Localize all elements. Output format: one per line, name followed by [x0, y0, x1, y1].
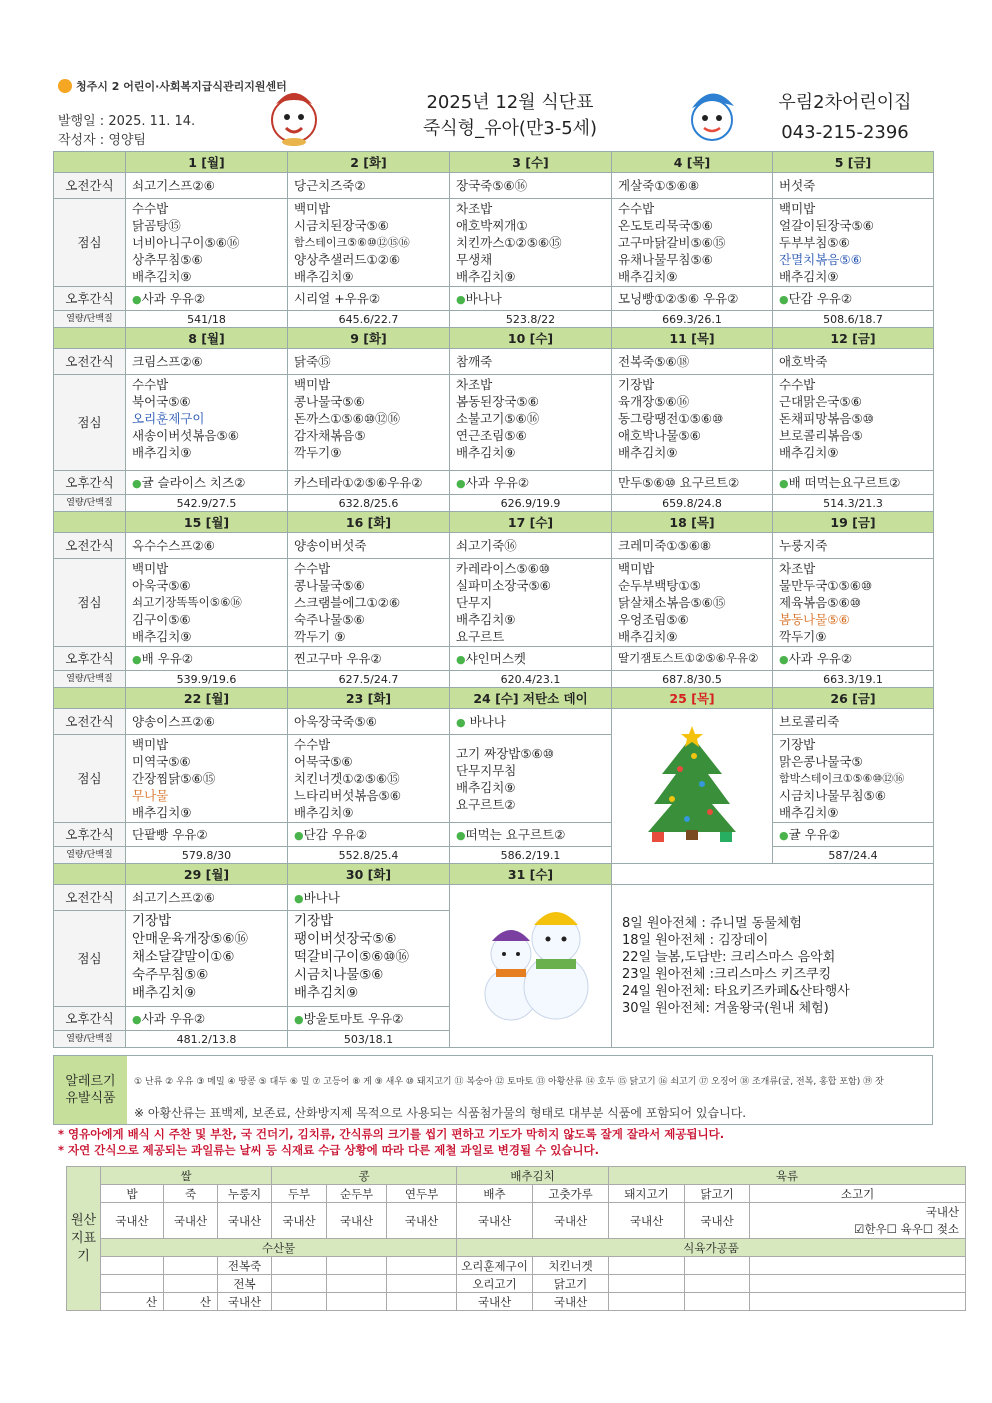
week-4-morning: 오전간식 양송이스프②⑥ 아욱장국죽⑤⑥ ● 바나나 브로콜리죽: [54, 709, 934, 735]
morning-label: 오전간식: [54, 173, 126, 199]
day-header: 8 [월]: [126, 328, 288, 349]
afternoon-snack: ●단감 우유②: [773, 287, 934, 311]
afternoon-label: 오후간식: [54, 287, 126, 311]
origin-table: [66, 1166, 966, 1311]
nutrition-value: 663.3/19.1: [773, 671, 934, 688]
nutrition-value: 539.9/19.6: [126, 671, 288, 688]
day-header: 18 [목]: [612, 512, 773, 533]
day-header: 9 [화]: [288, 328, 450, 349]
origin-item-row: 밥 죽 누룽지 두부 순두부 연두부 배추 고춧가루 돼지고기 닭고기 소고기: [67, 1185, 966, 1203]
allergy-list: ① 난류 ② 우유 ③ 메밀 ④ 땅콩 ⑤ 대두 ⑥ 밀 ⑦ 고등어 ⑧ 게 ⑨ 새우 ⑩ 돼지고기 ⑪ 복숭아 ⑫ 토마토 ⑬ 아황산류 ⑭ 호두 ⑮ 닭고기 ⑯ 쇠고기 ⑰ 오징어 ⑱ 조개류(굴, 전복, 홍합 포함) ⑲ 잣: [134, 1077, 884, 1087]
afternoon-snack: 만두⑤⑥⑩ 요구르트②: [612, 471, 773, 495]
mascot-right-icon: [682, 84, 742, 146]
morning-snack: 옥수수스프②⑥: [126, 533, 288, 559]
christmas-tree-icon: [632, 724, 752, 844]
allergy-note: ※ 아황산류는 표백제, 보존료, 산화방지제 목적으로 사용되는 식품첨가물의 형태로 대부분 식품에 포함되어 있습니다.: [134, 1106, 747, 1120]
afternoon-snack: ●떠먹는 요구르트②: [450, 823, 612, 847]
notice-item: 22일 늘봄,도담반: 크리스마스 음악회: [622, 950, 836, 965]
center-name: 청주시 2 어린이·사회복지급식관리지원센터: [76, 80, 287, 93]
afternoon-snack: ●배 우유②: [126, 647, 288, 671]
lunch-menu: 기장밥 팽이버섯장국⑤⑥ 떡갈비구이⑤⑥⑩⑯ 시금치나물⑤⑥ 배추김치⑨: [288, 911, 450, 1007]
afternoon-snack: ●귤 슬라이스 치즈②: [126, 471, 288, 495]
allergy-label: 알레르기 유발식품: [54, 1056, 127, 1124]
lunch-menu: 백미밥 얼갈이된장국⑤⑥ 두부부침⑤⑥ 잔멸치볶음⑤⑥ 배추김치⑨: [773, 199, 934, 287]
day-header: 23 [화]: [288, 688, 450, 709]
lunch-menu: 기장밥 맑은콩나물국⑤ 함박스테이크①⑤⑥⑩⑫⑯ 시금치나물무침⑤⑥ 배추김치⑨: [773, 735, 934, 823]
morning-snack: ● 바나나: [450, 709, 612, 735]
lunch-label: 점심: [54, 199, 126, 287]
day-header: 4 [목]: [612, 152, 773, 173]
lunch-menu: 수수밥 닭곰탕⑮ 너비아니구이⑤⑥⑯ 상추무침⑤⑥ 배추김치⑨: [126, 199, 288, 287]
leaf-icon: ●: [779, 292, 789, 306]
afternoon-snack: 시리얼 +우유②: [288, 287, 450, 311]
day-header: 22 [월]: [126, 688, 288, 709]
afternoon-snack: 단팥빵 우유②: [126, 823, 288, 847]
author: 작성자 : 영양팀: [58, 133, 146, 148]
afternoon-snack: ●배 떠먹는요구르트②: [773, 471, 934, 495]
week-1-nutrition: [54, 311, 934, 328]
center-logo: [58, 78, 287, 94]
lunch-menu: 수수밥 어묵국⑤⑥ 치킨너겟①②⑤⑥⑮ 느타리버섯볶음⑤⑥ 배추김치⑨: [288, 735, 450, 823]
week-2-nutrition: 열량/단백질 542.9/27.5 632.8/25.6 626.9/19.9 659.8/24.8 514.3/21.3: [54, 495, 934, 512]
nutrition-value: 586.2/19.1: [450, 847, 612, 864]
mascot-left-icon: [262, 84, 326, 146]
leaf-icon: ●: [456, 292, 466, 306]
nutrition-value: 579.8/30: [126, 847, 288, 864]
day-header: 26 [금]: [773, 688, 934, 709]
afternoon-snack: ●사과 우유②: [773, 647, 934, 671]
week-1-lunch: [54, 199, 934, 287]
morning-snack: 쇠고기스프②⑥: [126, 885, 288, 911]
nutrition-value: 620.4/23.1: [450, 671, 612, 688]
lunch-menu: 백미밥 콩나물국⑤⑥ 돈까스①⑤⑥⑩⑫⑯ 감자채볶음⑤ 깍두기⑨: [288, 375, 450, 471]
page-title: 2025년 12월 식단표 죽식형_유아(만3-5세): [422, 92, 598, 139]
week-5-morning: 오전간식 쇠고기스프②⑥ ●바나나 8일 원아전체 : 쥬니멀 동물체험 18일 원아전체 : 김장데이 22일 늘봄,도담반: 크리스마스 음악회 23일 원아전체 :크리스마스 키즈쿠킹 24일 원아전체: 타요키즈카페&산타행사 30일 원아전체: 겨울왕국(원내 체험): [54, 885, 934, 911]
notice-item: 8일 원아전체 : 쥬니멀 동물체험: [622, 916, 802, 931]
morning-snack: 브로콜리죽: [773, 709, 934, 735]
day-header: 15 [월]: [126, 512, 288, 533]
morning-snack: 전복죽⑤⑥⑱: [612, 349, 773, 375]
nutrition-value: 514.3/21.3: [773, 495, 934, 512]
center-logo-icon: [58, 79, 72, 93]
day-header: 16 [화]: [288, 512, 450, 533]
warning-line-1: * 영유아에게 배식 시 주찬 및 부찬, 국 건더기, 김치류, 간식류의 크기를 씹기 편하고 기도가 막히지 않도록 잘게 잘라서 제공됩니다.: [58, 1127, 725, 1141]
snowman-icon: [466, 899, 596, 1029]
lunch-menu: 차조밥 봄동된장국⑤⑥ 소불고기⑤⑥⑯ 연근조림⑤⑥ 배추김치⑨: [450, 375, 612, 471]
morning-snack: 누룽지죽: [773, 533, 934, 559]
nutrition-value: 523.8/22: [450, 311, 612, 328]
allergy-section: [53, 1055, 933, 1125]
day-header: 10 [수]: [450, 328, 612, 349]
morning-snack: 참깨죽: [450, 349, 612, 375]
morning-snack: 크레미죽①⑤⑥⑧: [612, 533, 773, 559]
morning-snack: 쇠고기죽⑯: [450, 533, 612, 559]
snowman-cell: [450, 885, 612, 1048]
school-phone: 043-215-2396: [781, 122, 909, 143]
notice-item: 18일 원아전체 : 김장데이: [622, 933, 769, 948]
lunch-menu: 수수밥 북어국⑤⑥ 오리훈제구이 새송이버섯볶음⑤⑥ 배추김치⑨: [126, 375, 288, 471]
morning-snack: 양송이스프②⑥: [126, 709, 288, 735]
afternoon-snack: ●사과 우유②: [126, 287, 288, 311]
morning-snack: 닭죽⑮: [288, 349, 450, 375]
lunch-menu: 기장밥 안매운육개장⑤⑥⑯ 채소달걀말이①⑥ 숙주무침⑤⑥ 배추김치⑨: [126, 911, 288, 1007]
header: [0, 0, 992, 150]
christmas-tree-cell: [612, 709, 773, 864]
school-info: [760, 88, 930, 148]
nutrition-label: 열량/단백질: [54, 311, 126, 328]
morning-snack: 양송이버섯죽: [288, 533, 450, 559]
nutrition-value: 587/24.4: [773, 847, 934, 864]
week-4-nutrition: 열량/단백질 579.8/30 552.8/25.4 586.2/19.1 587/24.4: [54, 847, 934, 864]
day-header: 17 [수]: [450, 512, 612, 533]
nutrition-value: 687.8/30.5: [612, 671, 773, 688]
lunch-menu: 카레라이스⑤⑥⑩ 실파미소장국⑤⑥ 단무지 배추김치⑨ 요구르트: [450, 559, 612, 647]
day-header: 30 [화]: [288, 864, 450, 885]
week-5-days: [54, 864, 934, 885]
day-header: 29 [월]: [126, 864, 288, 885]
afternoon-snack: ●귤 우유②: [773, 823, 934, 847]
day-header: 5 [금]: [773, 152, 934, 173]
beef-origin-cell: 국내산 ☑한우☐ 육우☐ 젖소: [750, 1203, 966, 1239]
week-3-morning: 오전간식 옥수수스프②⑥ 양송이버섯죽 쇠고기죽⑯ 크레미죽①⑤⑥⑧ 누룽지죽: [54, 533, 934, 559]
notice-item: 23일 원아전체 :크리스마스 키즈쿠킹: [622, 967, 832, 982]
morning-snack: 버섯죽: [773, 173, 934, 199]
afternoon-snack: ●바나나: [450, 287, 612, 311]
origin-seafood-row-2: 전복 오리고기 닭고기: [67, 1275, 966, 1293]
origin-value-row: 국내산 국내산 국내산 국내산 국내산 국내산 국내산 국내산 국내산 국내산 국내산 ☑한우☐ 육우☐ 젖소: [67, 1203, 966, 1239]
notice-item: 30일 원아전체: 겨울왕국(원내 체험): [622, 1001, 829, 1016]
morning-snack: 아욱장국죽⑤⑥: [288, 709, 450, 735]
morning-snack: 쇠고기스프②⑥: [126, 173, 288, 199]
nutrition-value: 552.8/25.4: [288, 847, 450, 864]
day-header: 24 [수] 저탄소 데이: [450, 688, 612, 709]
afternoon-snack: ●방울토마토 우유②: [288, 1007, 450, 1031]
morning-snack: ●바나나: [288, 885, 450, 911]
afternoon-snack: 찐고구마 우유②: [288, 647, 450, 671]
morning-snack: 당근치즈죽②: [288, 173, 450, 199]
nutrition-value: 541/18: [126, 311, 288, 328]
lunch-menu: 수수밥 콩나물국⑤⑥ 스크램블에그①②⑥ 숙주나물⑤⑥ 깍두기 ⑨: [288, 559, 450, 647]
week-1-afternoon: [54, 287, 934, 311]
nutrition-value: 542.9/27.5: [126, 495, 288, 512]
week-5-lunch: 점심 기장밥 안매운육개장⑤⑥⑯ 채소달걀말이①⑥ 숙주무침⑤⑥ 배추김치⑨ 기장밥 팽이버섯장국⑤⑥ 떡갈비구이⑤⑥⑩⑯ 시금치나물⑤⑥ 배추김치⑨: [54, 911, 934, 1007]
origin-group-row: 원산 지표 기 쌀 콩 배추김치 육류: [67, 1167, 966, 1185]
day-header: 1 [월]: [126, 152, 288, 173]
nutrition-value: 503/18.1: [288, 1031, 450, 1048]
lunch-menu: 수수밥 근대맑은국⑤⑥ 돈채피망볶음⑤⑩ 브로콜리볶음⑤ 배추김치⑨: [773, 375, 934, 471]
lunch-menu: 백미밥 아욱국⑤⑥ 쇠고기장똑똑이⑤⑥⑯ 김구이⑤⑥ 배추김치⑨: [126, 559, 288, 647]
nutrition-value: 626.9/19.9: [450, 495, 612, 512]
week-1-morning: [54, 173, 934, 199]
week-4-days: [54, 688, 934, 709]
nutrition-value: 659.8/24.8: [612, 495, 773, 512]
day-header: 31 [수]: [450, 864, 612, 885]
nutrition-value: 645.6/22.7: [288, 311, 450, 328]
week-5-nutrition: 열량/단백질 481.2/13.8 503/18.1: [54, 1031, 934, 1048]
lunch-menu: 기장밥 육개장⑤⑥⑯ 동그랑땡전①⑤⑥⑩ 애호박나물⑤⑥ 배추김치⑨: [612, 375, 773, 471]
lunch-menu: 고기 짜장밥⑤⑥⑩ 단무지무침 배추김치⑨ 요구르트②: [450, 735, 612, 823]
origin-label: 원산 지표 기: [67, 1167, 101, 1311]
week-3-afternoon: 오후간식 ●배 우유② 찐고구마 우유② ●샤인머스켓 딸기잼토스트①②⑤⑥우유② ●사과 우유②: [54, 647, 934, 671]
day-header: 11 [목]: [612, 328, 773, 349]
beef-type-checkboxes: ☑한우☐ 육우☐ 젖소: [854, 1221, 960, 1236]
afternoon-snack: 모닝빵①②⑤⑥ 우유②: [612, 287, 773, 311]
origin-seafood-row-1: 전복죽 오리훈제구이 치킨너겟: [67, 1257, 966, 1275]
lunch-menu: 차조밥 물만두국①⑤⑥⑩ 제육볶음⑤⑥⑩ 봄동나물⑤⑥ 깍두기⑨: [773, 559, 934, 647]
afternoon-snack: ●단감 우유②: [288, 823, 450, 847]
issue-meta: [58, 112, 195, 150]
week-3-lunch: 점심 백미밥 아욱국⑤⑥ 쇠고기장똑똑이⑤⑥⑯ 김구이⑤⑥ 배추김치⑨ 수수밥 콩나물국⑤⑥ 스크램블에그①②⑥ 숙주나물⑤⑥ 깍두기 ⑨ 카레라이스⑤⑥⑩ 실파미소장국⑤⑥ 단무지 배추김치⑨ 요구르트 백미밥 순두부백탕①⑤ 닭살채소볶음⑤⑥⑮ 우엉조림⑤⑥ 배추김치⑨ 차조밥 물만두국①⑤⑥⑩ 제육볶음⑤⑥⑩ 봄동나물⑤⑥ 깍두기⑨: [54, 559, 934, 647]
afternoon-snack: ●사과 우유②: [450, 471, 612, 495]
lunch-menu: 차조밥 애호박찌개① 치킨까스①②⑤⑥⑮ 무생채 배추김치⑨: [450, 199, 612, 287]
morning-snack: 애호박죽: [773, 349, 934, 375]
school-name: 우림2차어린이집: [778, 92, 912, 113]
lunch-menu: 수수밥 온도토리묵국⑤⑥ 고구마닭갈비⑤⑥⑮ 유채나물무침⑤⑥ 배추김치⑨: [612, 199, 773, 287]
notice-box: [612, 885, 934, 1048]
week-2-morning: 오전간식 크림스프②⑥ 닭죽⑮ 참깨죽 전복죽⑤⑥⑱ 애호박죽: [54, 349, 934, 375]
nutrition-value: 627.5/24.7: [288, 671, 450, 688]
warning-line-2: * 자연 간식으로 제공되는 과일류는 날씨 등 식재료 수급 상황에 따라 다른 제철 과일로 변경될 수 있습니다.: [58, 1143, 600, 1157]
week-2-lunch: 점심 수수밥 북어국⑤⑥ 오리훈제구이 새송이버섯볶음⑤⑥ 배추김치⑨ 백미밥 콩나물국⑤⑥ 돈까스①⑤⑥⑩⑫⑯ 감자채볶음⑤ 깍두기⑨ 차조밥 봄동된장국⑤⑥ 소불고기⑤⑥⑯ 연근조림⑤⑥ 배추김치⑨ 기장밥 육개장⑤⑥⑯ 동그랑땡전①⑤⑥⑩ 애호박나물⑤⑥ 배추김치⑨ 수수밥 근대맑은국⑤⑥ 돈채피망볶음⑤⑩ 브로콜리볶음⑤ 배추김치⑨: [54, 375, 934, 471]
nutrition-value: 481.2/13.8: [126, 1031, 288, 1048]
afternoon-snack: 카스테라①②⑤⑥우유②: [288, 471, 450, 495]
day-header: 19 [금]: [773, 512, 934, 533]
day-header: 3 [수]: [450, 152, 612, 173]
morning-snack: 크림스프②⑥: [126, 349, 288, 375]
week-4-lunch: 점심 백미밥 미역국⑤⑥ 간장찜닭⑤⑥⑮ 무나물 배추김치⑨ 수수밥 어묵국⑤⑥ 치킨너겟①②⑤⑥⑮ 느타리버섯볶음⑤⑥ 배추김치⑨ 고기 짜장밥⑤⑥⑩ 단무지무침 배추김치⑨ 요구르트② 기장밥 맑은콩나물국⑤ 함박스테이크①⑤⑥⑩⑫⑯ 시금치나물무침⑤⑥ 배추김치⑨: [54, 735, 934, 823]
lunch-menu: 백미밥 순두부백탕①⑤ 닭살채소볶음⑤⑥⑮ 우엉조림⑤⑥ 배추김치⑨: [612, 559, 773, 647]
week-1-days: [54, 152, 934, 173]
day-header: 12 [금]: [773, 328, 934, 349]
afternoon-snack: ●샤인머스켓: [450, 647, 612, 671]
nutrition-value: 669.3/26.1: [612, 311, 773, 328]
nutrition-value: 508.6/18.7: [773, 311, 934, 328]
issue-date: 발행일 : 2025. 11. 14.: [58, 114, 196, 129]
week-3-nutrition: 열량/단백질 539.9/19.6 627.5/24.7 620.4/23.1 687.8/30.5 663.3/19.1: [54, 671, 934, 688]
day-header-holiday: 25 [목]: [612, 688, 773, 709]
week-4-afternoon: 오후간식 단팥빵 우유② ●단감 우유② ●떠먹는 요구르트② ●귤 우유②: [54, 823, 934, 847]
origin-subgroup-row: 수산물 식육가공품: [67, 1239, 966, 1257]
week-5-afternoon: 오후간식 ●사과 우유② ●방울토마토 우유②: [54, 1007, 934, 1031]
lunch-menu: 백미밥 시금치된장국⑤⑥ 함스테이크⑤⑥⑩⑫⑮⑯ 양상추샐러드①②⑥ 배추김치⑨: [288, 199, 450, 287]
afternoon-snack: ●사과 우유②: [126, 1007, 288, 1031]
leaf-icon: ●: [132, 292, 142, 306]
morning-snack: 게살죽①⑤⑥⑧: [612, 173, 773, 199]
week-2-afternoon: 오후간식 ●귤 슬라이스 치즈② 카스테라①②⑤⑥우유② ●사과 우유② 만두⑤⑥⑩ 요구르트② ●배 떠먹는요구르트②: [54, 471, 934, 495]
origin-seafood-row-3: 산 산 국내산 국내산 국내산: [67, 1293, 966, 1311]
lunch-menu: 백미밥 미역국⑤⑥ 간장찜닭⑤⑥⑮ 무나물 배추김치⑨: [126, 735, 288, 823]
morning-snack: 장국죽⑤⑥⑯: [450, 173, 612, 199]
day-header: 2 [화]: [288, 152, 450, 173]
week-3-days: [54, 512, 934, 533]
nutrition-value: 632.8/25.6: [288, 495, 450, 512]
notice-item: 24일 원아전체: 타요키즈카페&산타행사: [622, 984, 850, 999]
week-2-days: [54, 328, 934, 349]
menu-calendar: [53, 151, 934, 1048]
afternoon-snack: 딸기잼토스트①②⑤⑥우유②: [612, 647, 773, 671]
